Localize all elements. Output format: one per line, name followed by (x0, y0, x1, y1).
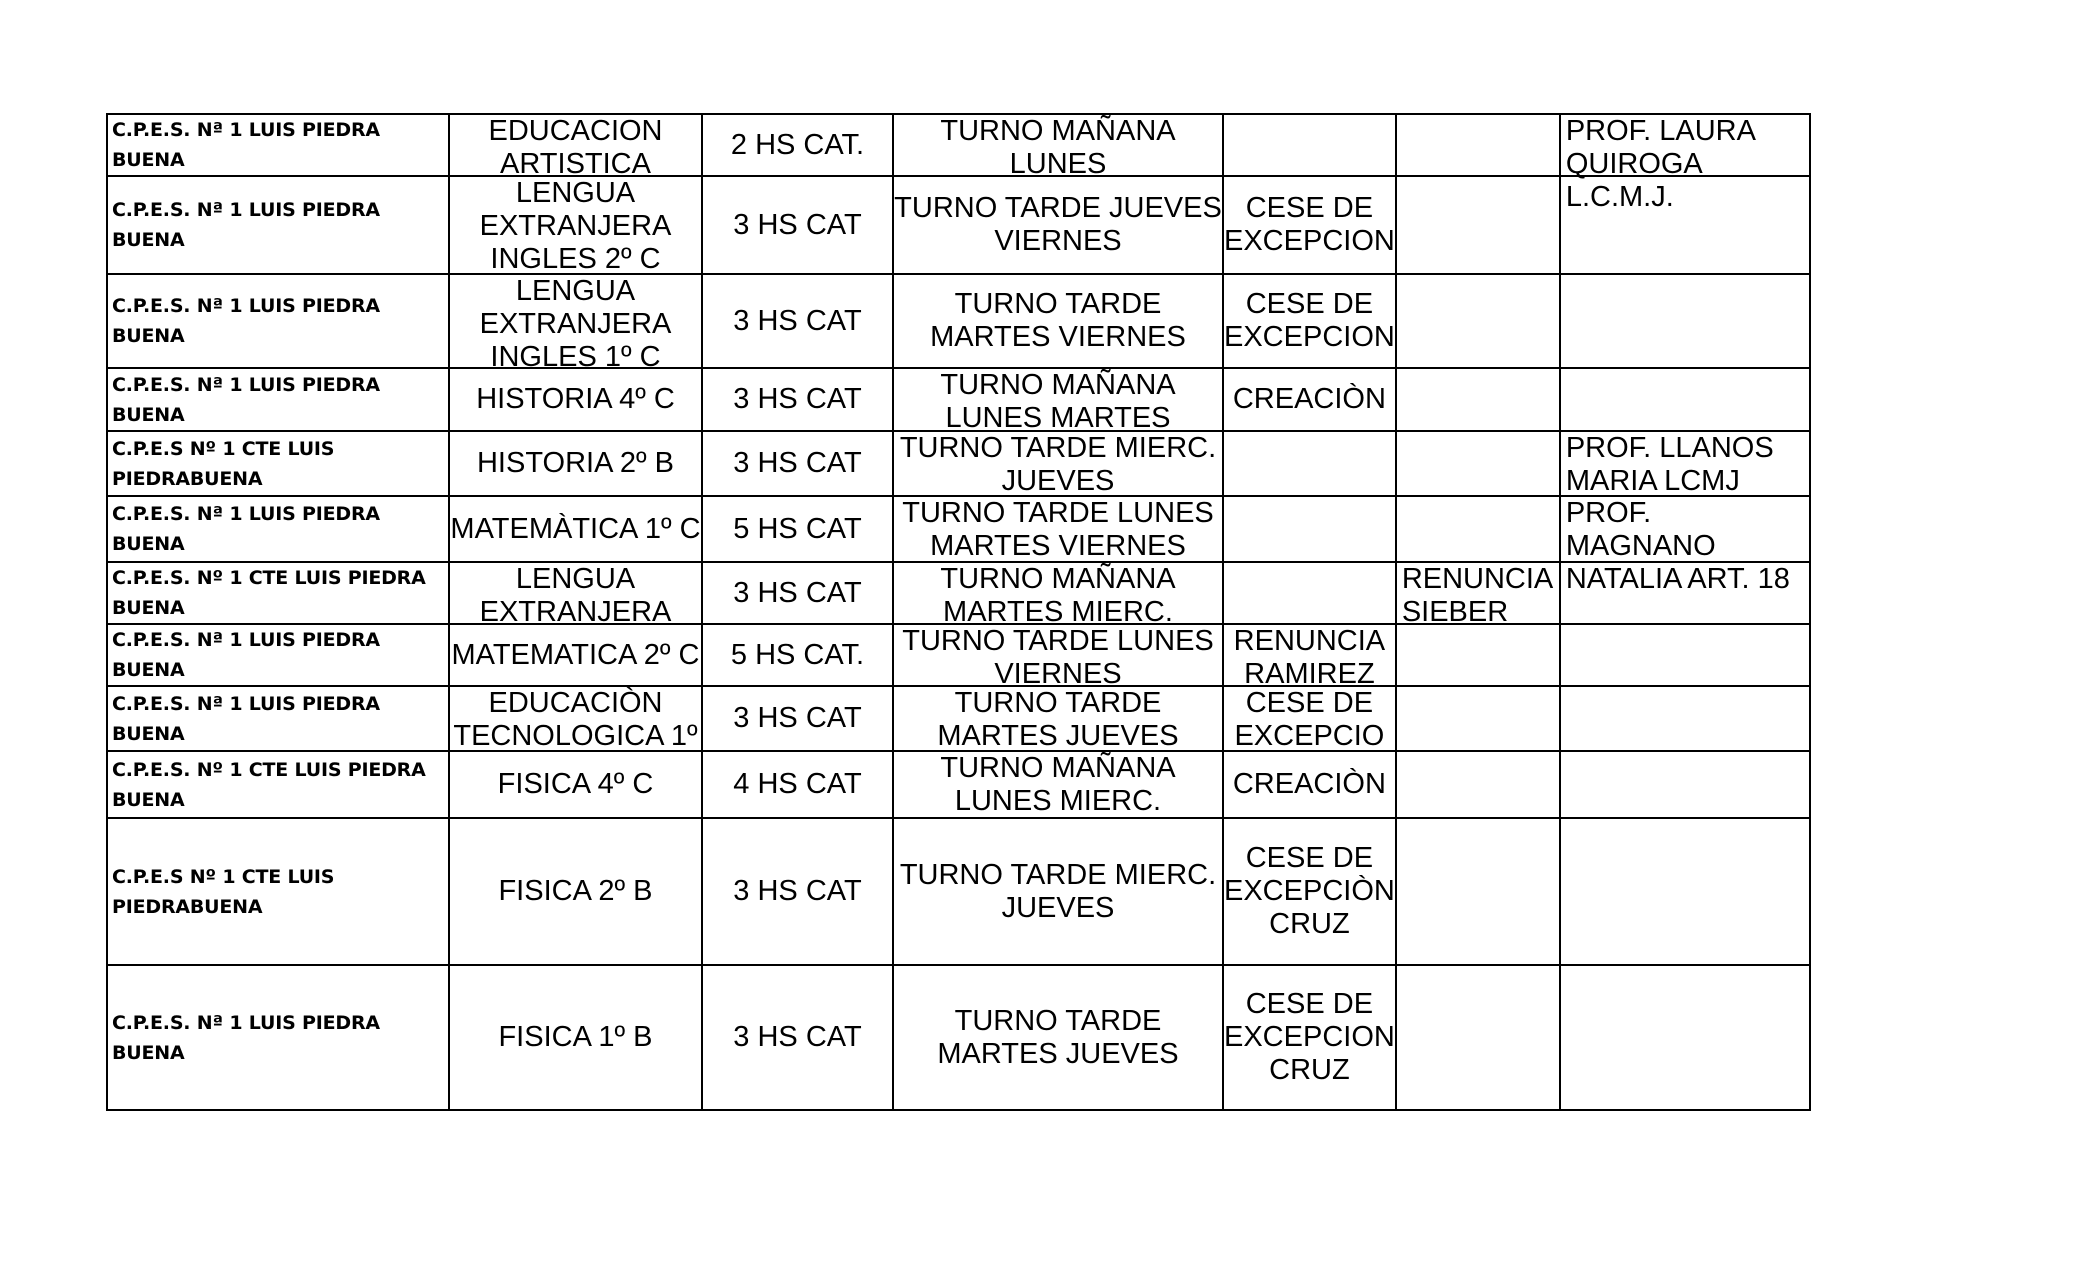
cell-text: C.P.E.S. Nª 1 LUIS PIEDRA BUENA (112, 199, 380, 251)
table-cell-schedule[interactable] (893, 114, 1223, 180)
table-cell-hours[interactable] (702, 818, 893, 965)
table-row (107, 368, 1810, 431)
cell-text: TURNO MAÑANA LUNES (940, 115, 1176, 180)
table-cell-schedule[interactable] (893, 562, 1223, 628)
cell-text: 2 HS CAT. (730, 128, 865, 161)
table-cell-teacher[interactable] (1560, 751, 1810, 818)
cell-text: C.P.E.S Nº 1 CTE LUIS PIEDRABUENA (112, 865, 335, 918)
cell-text: FISICA 2º B (498, 875, 653, 907)
cell-text: LENGUA EXTRANJERA (479, 563, 672, 628)
cell-text: C.P.E.S. Nª 1 LUIS PIEDRA BUENA (112, 373, 380, 426)
cell-text: C.P.E.S. Nº 1 CTE LUIS PIEDRA BUENA (112, 567, 426, 619)
cell-text: C.P.E.S. Nª 1 LUIS PIEDRA BUENA (112, 1011, 380, 1064)
table-cell-schedule[interactable] (893, 176, 1223, 274)
table-cell-teacher[interactable] (1560, 274, 1810, 368)
table-row (107, 818, 1810, 965)
table-cell-subject[interactable] (449, 176, 702, 274)
cell-text: FISICA 4º C (497, 768, 654, 800)
cell-text: MATEMÀTICA 1º C (450, 512, 701, 545)
table-cell-notes[interactable] (1396, 818, 1560, 965)
table-cell-notes[interactable] (1396, 274, 1560, 368)
cell-text: C.P.E.S. Nª 1 LUIS PIEDRA BUENA (112, 119, 380, 171)
table-cell-teacher[interactable] (1560, 624, 1810, 686)
table-cell-hours[interactable] (702, 368, 893, 431)
cell-text: MATEMATICA 2º C (451, 638, 700, 671)
table-cell-status[interactable] (1223, 686, 1396, 751)
table-cell-teacher[interactable] (1560, 686, 1810, 751)
table-cell-status[interactable] (1223, 431, 1396, 496)
table-cell-schedule[interactable] (893, 368, 1223, 434)
table-cell-hours[interactable] (702, 965, 893, 1110)
table-cell-school[interactable] (107, 274, 449, 368)
cell-text: TURNO TARDE MARTES VIERNES (930, 288, 1186, 353)
table-cell-schedule[interactable] (893, 496, 1223, 562)
table-row (107, 624, 1810, 686)
table-cell-subject[interactable] (449, 818, 702, 965)
table-cell-hours[interactable] (702, 176, 893, 274)
cell-text: CREACIÒN (1232, 383, 1386, 415)
table-cell-status[interactable] (1223, 114, 1396, 176)
cell-text: CESE DE EXCEPCION (1224, 192, 1395, 257)
table-cell-subject[interactable] (449, 114, 702, 180)
table-cell-notes[interactable] (1396, 624, 1560, 686)
table-row (107, 562, 1810, 624)
table-cell-hours[interactable] (702, 431, 893, 496)
table-row (107, 114, 1810, 176)
cell-text: RENUNCIA RAMIREZ (1233, 625, 1386, 690)
cell-text: CESE DE EXCEPCION (1224, 288, 1395, 353)
table-cell-status[interactable] (1223, 496, 1396, 562)
table-cell-subject[interactable] (449, 751, 702, 818)
table-cell-status[interactable] (1223, 751, 1396, 818)
table-cell-hours[interactable] (702, 274, 893, 368)
cell-text: TURNO TARDE LUNES MARTES VIERNES (902, 497, 1214, 562)
table-body (107, 114, 1810, 1110)
cell-text: LENGUA EXTRANJERA INGLES 2º C (479, 177, 672, 275)
table-cell-teacher[interactable] (1560, 965, 1810, 1110)
table-cell-notes[interactable] (1396, 114, 1560, 176)
cell-text: HISTORIA 4º C (476, 383, 675, 415)
cell-text: 3 HS CAT (733, 447, 862, 479)
table-cell-school[interactable] (107, 562, 449, 624)
table-cell-schedule[interactable] (893, 818, 1223, 965)
table-cell-school[interactable] (107, 965, 449, 1110)
cell-text: PROF. LLANOS MARIA LCMJ (1565, 432, 1774, 497)
cell-text: EDUCACION ARTISTICA (488, 115, 663, 180)
table-cell-schedule[interactable] (893, 274, 1223, 368)
table-cell-subject[interactable] (449, 274, 702, 373)
table-cell-school[interactable] (107, 114, 449, 176)
table-cell-hours[interactable] (702, 686, 893, 751)
cell-text: HISTORIA 2º B (476, 447, 674, 479)
cell-text: 3 HS CAT (733, 1021, 862, 1053)
cell-text: C.P.E.S. Nª 1 LUIS PIEDRA BUENA (112, 503, 380, 555)
table-cell-teacher[interactable] (1560, 368, 1810, 431)
cell-text: PROF. LAURA QUIROGA L.C.M.J. (1565, 115, 1755, 213)
table-row (107, 751, 1810, 818)
cell-text: C.P.E.S Nº 1 CTE LUIS PIEDRABUENA (112, 437, 335, 490)
table-cell-hours[interactable] (702, 624, 893, 686)
cell-text: 5 HS CAT. (730, 638, 865, 671)
cell-text: TURNO TARDE MIERC. JUEVES (899, 858, 1217, 924)
cell-text: 3 HS CAT (733, 576, 862, 609)
table-cell-notes[interactable] (1396, 751, 1560, 818)
table-cell-subject[interactable] (449, 496, 702, 562)
table-cell-status[interactable] (1223, 562, 1396, 624)
table-cell-notes[interactable] (1396, 368, 1560, 431)
cell-text: CESE DE EXCEPCIÒN CRUZ (1224, 842, 1395, 940)
table-cell-school[interactable] (107, 496, 449, 562)
table-cell-school[interactable] (107, 818, 449, 965)
cell-text: 3 HS CAT (733, 875, 862, 907)
table-cell-teacher[interactable] (1560, 496, 1810, 595)
table-cell-schedule[interactable] (893, 624, 1223, 690)
cell-text: TURNO MAÑANA MARTES MIERC. (940, 563, 1176, 628)
cell-text: TURNO MAÑANA LUNES MARTES (940, 369, 1176, 434)
table-cell-status[interactable] (1223, 274, 1396, 368)
table-cell-subject[interactable] (449, 368, 702, 431)
table-cell-status[interactable] (1223, 176, 1396, 274)
cell-text: EDUCACIÒN TECNOLOGICA 1º (453, 687, 698, 752)
cell-text: CESE DE EXCEPCIO (1234, 687, 1385, 752)
table-cell-hours[interactable] (702, 562, 893, 624)
table-cell-subject[interactable] (449, 624, 702, 686)
table-cell-notes[interactable] (1396, 176, 1560, 274)
table-cell-teacher[interactable] (1560, 114, 1810, 213)
cell-text: 4 HS CAT (733, 768, 862, 800)
table-row (107, 965, 1810, 1110)
table-cell-school[interactable] (107, 176, 449, 274)
table-cell-notes[interactable] (1396, 965, 1560, 1110)
cell-text: C.P.E.S. Nª 1 LUIS PIEDRA BUENA (112, 295, 380, 347)
table-cell-subject[interactable] (449, 431, 702, 496)
table-cell-school[interactable] (107, 624, 449, 686)
table-cell-hours[interactable] (702, 751, 893, 818)
cell-text: C.P.E.S. Nº 1 CTE LUIS PIEDRA BUENA (112, 758, 426, 811)
cell-text: C.P.E.S. Nª 1 LUIS PIEDRA BUENA (112, 629, 380, 681)
table-row (107, 431, 1810, 496)
cell-text: CESE DE EXCEPCION CRUZ (1224, 988, 1395, 1086)
table-cell-school[interactable] (107, 751, 449, 818)
table-cell-schedule[interactable] (893, 751, 1223, 818)
table-row (107, 686, 1810, 751)
table-cell-status[interactable] (1223, 624, 1396, 690)
cell-text: CREACIÒN (1232, 768, 1386, 800)
cell-text: PROF. MAGNANO NATALIA ART. 18 (1565, 497, 1790, 595)
cell-text: LENGUA EXTRANJERA INGLES 1º C (479, 275, 672, 373)
cell-text: 3 HS CAT (733, 304, 862, 337)
table-cell-status[interactable] (1223, 368, 1396, 431)
table-cell-hours[interactable] (702, 496, 893, 562)
table-cell-schedule[interactable] (893, 431, 1223, 496)
table-cell-schedule[interactable] (893, 686, 1223, 751)
cell-text: TURNO TARDE MARTES JUEVES (937, 687, 1179, 752)
table-row (107, 274, 1810, 368)
table-row (107, 496, 1810, 562)
cell-text: 3 HS CAT (733, 383, 862, 415)
cell-text: TURNO TARDE MARTES JUEVES (937, 1004, 1179, 1070)
table-cell-subject[interactable] (449, 686, 702, 751)
cell-text: 3 HS CAT (733, 702, 862, 734)
table-cell-teacher[interactable] (1560, 431, 1810, 496)
spreadsheet-table (106, 113, 1811, 1111)
table-cell-notes[interactable] (1396, 431, 1560, 496)
table-cell-notes[interactable] (1396, 686, 1560, 751)
table-cell-subject[interactable] (449, 562, 702, 628)
table-cell-schedule[interactable] (893, 965, 1223, 1110)
cell-text: 3 HS CAT (733, 208, 862, 241)
cell-text: TURNO TARDE LUNES VIERNES (902, 625, 1214, 690)
cell-text: TURNO TARDE MIERC. JUEVES (899, 432, 1217, 497)
table-cell-status[interactable] (1223, 818, 1396, 965)
table-row (107, 176, 1810, 274)
cell-text: 5 HS CAT (733, 512, 862, 545)
table-cell-status[interactable] (1223, 965, 1396, 1110)
table-cell-school[interactable] (107, 686, 449, 751)
table-cell-hours[interactable] (702, 114, 893, 176)
table-cell-subject[interactable] (449, 965, 702, 1110)
cell-text: RENUNCIA SIEBER (1401, 563, 1552, 628)
table-cell-school[interactable] (107, 431, 449, 496)
cell-text: C.P.E.S. Nª 1 LUIS PIEDRA BUENA (112, 692, 380, 745)
cell-text: FISICA 1º B (498, 1021, 653, 1053)
cell-text: TURNO TARDE JUEVES VIERNES (894, 192, 1222, 257)
table-cell-school[interactable] (107, 368, 449, 431)
table-cell-teacher[interactable] (1560, 818, 1810, 965)
table-cell-notes[interactable] (1396, 562, 1560, 628)
cell-text: TURNO MAÑANA LUNES MIERC. (940, 752, 1176, 817)
table-cell-notes[interactable] (1396, 496, 1560, 562)
